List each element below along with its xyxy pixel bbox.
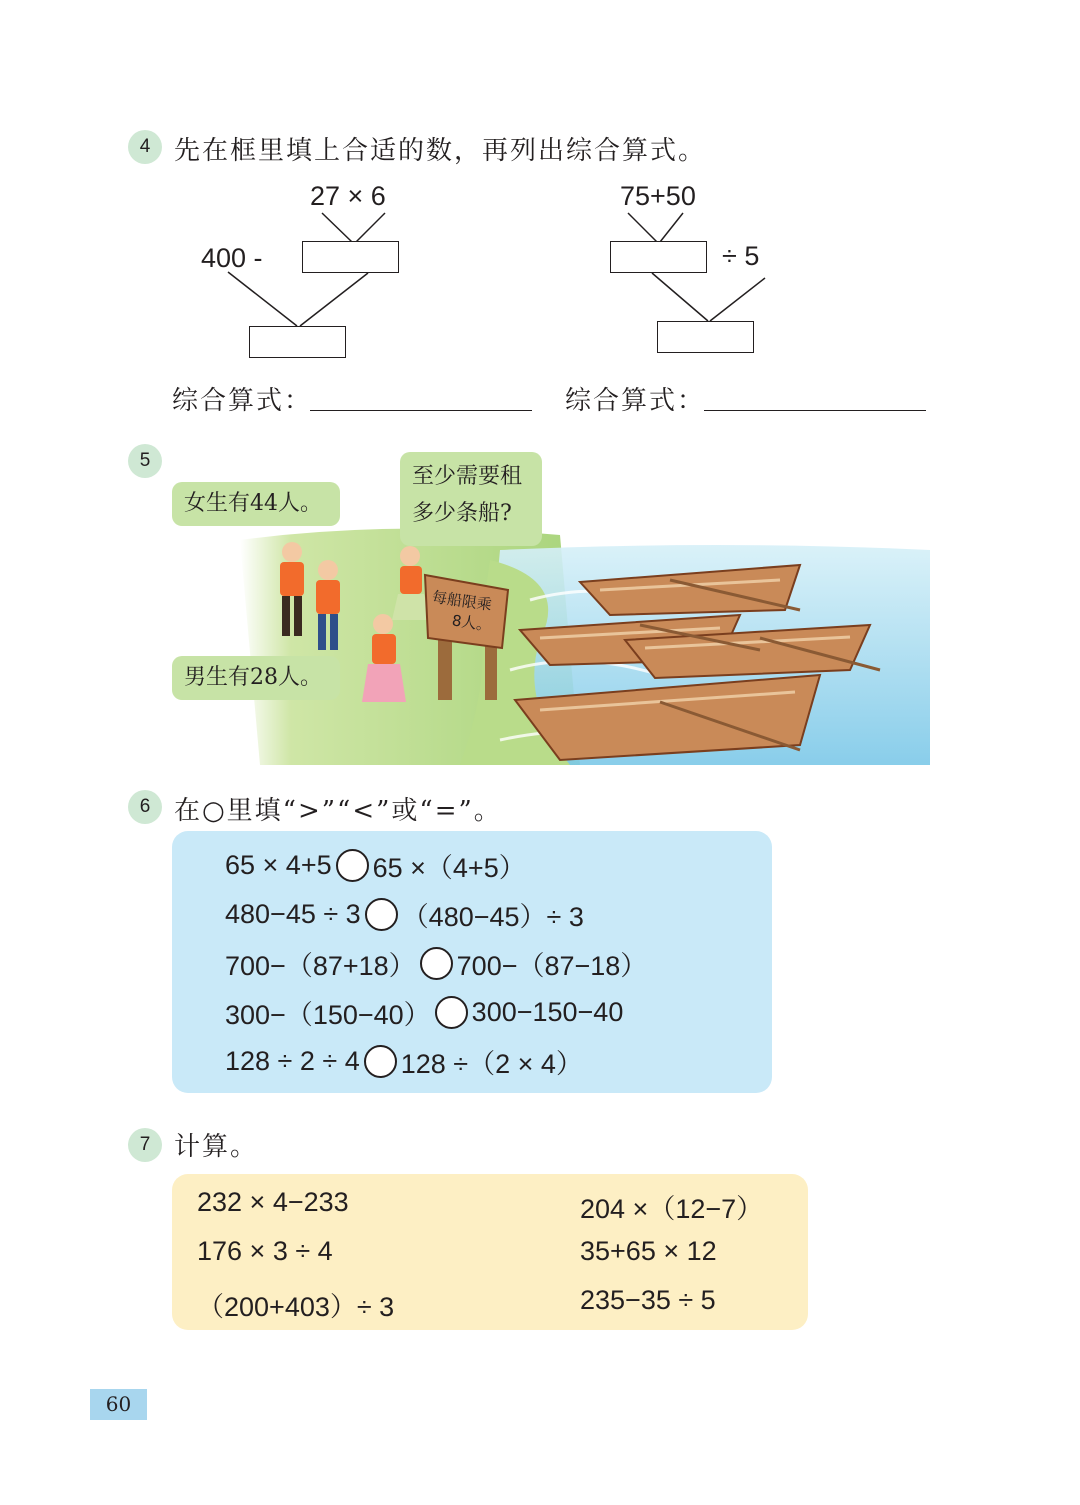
calc-left-2: 176 × 3 ÷ 4 [197, 1236, 333, 1266]
right-formula-line[interactable] [704, 410, 926, 411]
answer-circle-3[interactable] [420, 947, 453, 980]
left-top-expression: 27 × 6 [310, 181, 386, 211]
answer-circle-5[interactable] [364, 1045, 397, 1078]
speech-bubble-question [400, 452, 542, 546]
question-7-text: 计算。 [174, 1132, 259, 1162]
question-number-6: 6 [128, 790, 162, 824]
left-formula-label: 综合算式： [172, 386, 313, 416]
boat-rental-illustration [240, 520, 940, 765]
compare-left-3: 700−（87+18） [225, 950, 416, 981]
left-answer-box-bottom[interactable] [249, 326, 346, 358]
speech-bubble-boys: 男生有28人。 [172, 656, 340, 700]
page-number: 60 [90, 1389, 147, 1420]
compare-right-1: 65 ×（4+5） [372, 852, 526, 883]
question-number-5: 5 [128, 444, 162, 478]
answer-circle-4[interactable] [435, 996, 468, 1029]
compare-right-4: 300−150−40 [471, 996, 624, 1027]
left-formula-line[interactable] [310, 410, 532, 411]
speech-bubble-girls: 女生有44人。 [172, 482, 340, 526]
question-6-text: 在○里填“>”“<”或“=”。 [174, 796, 502, 826]
right-answer-box-bottom[interactable] [657, 321, 754, 353]
comparison-row-4 [225, 992, 623, 1032]
question-number-7: 7 [128, 1128, 162, 1162]
right-formula-label: 综合算式： [565, 386, 706, 416]
calc-right-1: 204 ×（12−7） [580, 1194, 764, 1224]
compare-right-3: 700−（87−18） [456, 950, 648, 981]
compare-right-2: （480−45）÷ 3 [401, 901, 584, 932]
question-line-2: 多少条船? [412, 501, 512, 526]
comparison-row-3 [225, 943, 647, 983]
compare-right-5: 128 ÷（2 × 4） [400, 1048, 583, 1079]
question-4-text: 先在框里填上合适的数，再列出综合算式。 [174, 136, 707, 166]
calc-right-3: 235−35 ÷ 5 [580, 1285, 716, 1315]
answer-circle-1[interactable] [336, 849, 369, 882]
comparison-row-1 [225, 845, 526, 885]
right-side-expression: ÷ 5 [722, 241, 760, 271]
answer-circle-2[interactable] [365, 898, 398, 931]
left-side-expression: 400 - [201, 243, 263, 273]
question-number-4: 4 [128, 130, 162, 164]
calc-left-1: 232 × 4−233 [197, 1187, 349, 1217]
sign-text-line1: 每船限乘 [430, 587, 493, 615]
calc-right-2: 35+65 × 12 [580, 1236, 717, 1266]
calc-left-3: （200+403）÷ 3 [197, 1292, 395, 1322]
compare-left-1: 65 × 4+5 [225, 849, 332, 880]
comparison-row-5 [225, 1041, 583, 1081]
right-top-expression: 75+50 [620, 181, 696, 211]
question-line-1: 至少需要租 [412, 464, 523, 489]
compare-left-4: 300−（150−40） [225, 999, 431, 1030]
compare-left-2: 480−45 ÷ 3 [225, 898, 361, 929]
comparison-row-2 [225, 894, 584, 934]
q4-diagram-lines [0, 0, 1080, 420]
right-answer-box-top[interactable] [610, 241, 707, 273]
sign-text-line2: 8人。 [450, 611, 493, 635]
compare-left-5: 128 ÷ 2 ÷ 4 [225, 1045, 360, 1076]
left-answer-box-top[interactable] [302, 241, 399, 273]
